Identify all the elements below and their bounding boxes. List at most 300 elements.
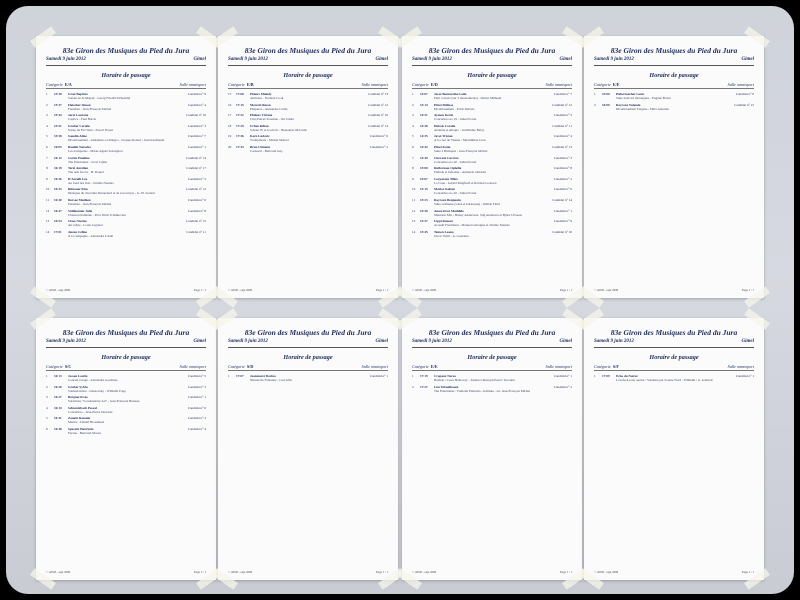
entry-piece: Concertino no 19 - Julien Porret <box>434 117 477 122</box>
category-code: E/E <box>430 364 438 369</box>
entry-time: 14:42 <box>420 144 428 149</box>
schedule-entry <box>46 156 206 164</box>
entry-piece: Carnaval - Bertrand Guy <box>250 148 283 153</box>
entry-time: 15:00 <box>602 92 610 96</box>
schedule-entry <box>46 406 206 414</box>
entry-index: 13 <box>46 219 50 224</box>
tape-strip <box>578 308 604 329</box>
room-label: Salle omnisport <box>179 364 206 369</box>
entry-name: Schmutzbach Pascal <box>68 405 97 410</box>
entry-index: 20 <box>228 144 232 149</box>
entry-piece: Au fond des bois - Jérôme Naulais <box>68 180 114 185</box>
entry-time: 15:58 <box>54 134 62 139</box>
entry-index: 6 <box>46 144 48 149</box>
entry-index: 2 <box>46 102 48 107</box>
entry-index: 12 <box>46 208 50 213</box>
entry-body <box>434 374 542 382</box>
entry-body <box>434 166 542 174</box>
entry-index: 16 <box>228 102 232 107</box>
entry-name: Chevaux Lucrèce <box>434 155 459 160</box>
entry-candidate: Candidat n° 15 <box>186 219 206 224</box>
entry-candidate: Candidat n° 6 <box>369 134 388 139</box>
sheet-place: Gimel <box>559 339 572 344</box>
entry-candidate: Candidat n° 11 <box>552 123 572 128</box>
category-row <box>412 82 572 89</box>
entry-candidate: Candidat n° 4 <box>553 134 572 139</box>
schedule-entry <box>46 187 206 195</box>
entry-time: 17:07 <box>236 374 244 378</box>
entry-candidate: Candidat n° 5 <box>187 374 206 378</box>
entry-candidate: Candidat n° 5 <box>553 113 572 118</box>
entries-list <box>412 92 572 238</box>
schedule-entry <box>46 166 206 174</box>
entry-time: 17:43 <box>236 144 244 149</box>
entry-body <box>616 103 724 111</box>
entry-body <box>250 103 358 111</box>
entry-candidate: Candidat n° 9 <box>553 219 572 224</box>
schedule-entry <box>46 374 206 382</box>
entry-candidate: Candidat n° 6 <box>187 405 206 410</box>
schedule-entry <box>228 374 388 382</box>
entry-candidate: Candidat n° 8 <box>187 208 206 213</box>
entries-list <box>46 374 206 435</box>
tape-strip <box>396 26 422 47</box>
category-label: Catégorie <box>228 82 245 87</box>
sheet-title: 83e Giron des Musiques du Pied du Jura <box>244 328 372 337</box>
schedule-entry <box>46 124 206 132</box>
sheet-title: 83e Giron des Musiques du Pied du Jura <box>428 46 556 55</box>
entry-index: 10 <box>46 187 50 192</box>
entry-piece: Chanson Italienne - Piotr Ilitch Tchaïkovski <box>68 212 126 217</box>
entry-time: 16:41 <box>54 416 62 421</box>
schedule-entry <box>412 230 572 238</box>
category-label: Catégorie <box>594 82 611 87</box>
schedule-entry <box>412 209 572 217</box>
sheet-date: Samedi 9 juin 2012 <box>412 57 452 62</box>
entry-index: 14 <box>46 229 50 234</box>
entry-time: 16:26 <box>54 176 62 181</box>
room-label: Salle omnisport <box>179 82 206 87</box>
entry-time: 17:08 <box>236 92 244 96</box>
category-label: Catégorie <box>594 364 611 369</box>
footer-copyright: © AJMJ - sept 2009 <box>46 570 71 574</box>
tape-strip <box>744 308 770 329</box>
entry-name: Echo du Noirat <box>616 374 638 378</box>
category-row <box>594 364 754 371</box>
entry-body <box>68 92 176 100</box>
footer-page: Page 1 / 1 <box>194 288 206 292</box>
schedule-entry <box>228 103 388 111</box>
entry-index: 2 <box>412 102 414 107</box>
entries-list <box>228 92 388 153</box>
tape-strip <box>212 26 238 47</box>
schedule-entry <box>412 187 572 195</box>
entry-candidate: Candidat n° 1 <box>735 374 754 378</box>
schedule-entry <box>46 416 206 424</box>
entry-piece: Amboise - Norman Cook <box>250 96 284 100</box>
category-code: E/B <box>246 82 254 87</box>
sheet-footer <box>594 570 754 574</box>
sheet-date-row <box>412 339 572 344</box>
tape-strip <box>396 308 422 329</box>
entry-index: 1 <box>594 374 596 378</box>
entry-name: Dorsaz Mathieu <box>68 197 91 202</box>
schedule-entry <box>412 219 572 227</box>
sheet-title: 83e Giron des Musiques du Pied du Jura <box>610 328 738 337</box>
entry-candidate: Candidat n° 1 <box>187 144 206 149</box>
sheet-subtitle: Horaire de passage <box>283 72 333 79</box>
entry-name: Pittet Katia <box>434 144 451 149</box>
footer-page: Page 1 / 1 <box>742 570 754 574</box>
tape-strip <box>744 26 770 47</box>
entry-name: Aymon Kevin <box>434 113 454 118</box>
entry-index: 4 <box>46 405 48 410</box>
entry-candidate: Candidat n° 7 <box>553 92 572 96</box>
entry-time: 17:15 <box>236 102 244 107</box>
entry-time: 16:12 <box>54 155 62 160</box>
sheet-date: Samedi 9 juin 2012 <box>46 339 86 344</box>
entry-time: 15:51 <box>54 123 62 128</box>
entry-name: Claes Nicolas <box>68 219 87 224</box>
entry-candidate: Candidat n° 2 <box>553 384 572 389</box>
schedule-entry <box>412 145 572 153</box>
schedule-sheet <box>218 318 398 580</box>
entry-piece: Scène du Far-West - Pascal Proust <box>68 127 114 132</box>
sheet-footer <box>46 288 206 292</box>
sheet-subtitle: Horaire de passage <box>649 72 699 79</box>
footer-page: Page 1 / 1 <box>376 570 388 574</box>
entry-time: 15:30 <box>54 92 62 96</box>
entry-piece: Air noble - Louis Legrand <box>68 223 103 228</box>
sheet-subtitle: Horaire de passage <box>101 72 151 79</box>
schedule-entry <box>46 145 206 153</box>
entry-piece: Divertissement - Erich Debuss <box>434 106 475 111</box>
footer-page: Page 1 / 1 <box>560 570 572 574</box>
room-label: Salle omnisport <box>545 82 572 87</box>
entry-time: 16:19 <box>54 166 62 171</box>
schedule-entry <box>228 145 388 153</box>
schedule-entry <box>412 177 572 185</box>
schedule-entry <box>228 92 388 100</box>
sheet-place: Gimel <box>375 339 388 344</box>
schedule-entry <box>412 156 572 164</box>
footer-copyright: © AJMJ - sept 2009 <box>594 570 619 574</box>
entry-body <box>68 187 176 195</box>
schedule-entry <box>46 427 206 435</box>
entry-piece: Farana - Bertrand Moren <box>68 430 101 435</box>
entry-time: 15:37 <box>420 219 428 224</box>
entry-piece: Suite ordinaire (valse et burlesque) - Ibidish Field <box>434 201 500 206</box>
entry-body <box>68 113 176 121</box>
entry-name: Gandin Aline <box>68 134 87 139</box>
entry-candidate: Candidat n° 3 <box>187 384 206 389</box>
entry-piece: Fantaisie - Jean-François Michel <box>68 106 112 111</box>
divider <box>46 347 206 348</box>
entry-name: Dubois Coralie <box>434 123 456 128</box>
category-code: S/F <box>612 364 619 369</box>
schedule-entry <box>228 124 388 132</box>
entry-index: 11 <box>412 197 416 202</box>
category-code: S/C <box>64 364 72 369</box>
schedule-entry <box>46 230 206 238</box>
entry-name: Gruber Coralie <box>68 123 90 128</box>
divider <box>228 347 388 348</box>
entry-candidate: Candidat n° 14 <box>552 197 572 202</box>
entry-name: Terzi Aurelien <box>68 166 89 171</box>
entry-index: 6 <box>412 144 414 149</box>
schedule-sheet <box>36 36 216 298</box>
entry-index: 9 <box>412 176 414 181</box>
sheet-footer <box>412 288 572 292</box>
schedule-entry <box>46 198 206 206</box>
sheet-subtitle: Horaire de passage <box>101 354 151 361</box>
schedule-entry <box>412 103 572 111</box>
footer-page: Page 1 / 1 <box>376 288 388 292</box>
entry-body <box>434 103 542 111</box>
sheet-place: Gimel <box>375 57 388 62</box>
entry-index: 15 <box>228 92 232 96</box>
sheet-date: Samedi 9 juin 2012 <box>594 57 634 62</box>
schedule-entry <box>46 395 206 403</box>
category-label-wrap <box>412 364 438 369</box>
entry-body <box>434 145 542 153</box>
entry-candidate: Candidat n° 2 <box>187 416 206 421</box>
entry-name: Rayroux Benjamin <box>434 197 461 202</box>
entry-time: 15:45 <box>420 229 428 234</box>
entry-candidate: Candidat n° 1 <box>553 374 572 378</box>
entry-body <box>250 124 358 132</box>
category-label: Catégorie <box>46 364 63 369</box>
entry-body <box>434 113 542 121</box>
entry-index: 11 <box>46 197 50 202</box>
sheet-place: Gimel <box>193 339 206 344</box>
entry-piece: Oscar Vasili - A. Gonzales <box>434 233 469 238</box>
schedule-sheet <box>36 318 216 580</box>
schedule-entry <box>46 219 206 227</box>
entry-index: 6 <box>46 426 48 431</box>
entry-candidate: Candidat n° 16 <box>368 113 388 118</box>
entry-piece: The Ash Grove - H. Round <box>68 170 104 175</box>
entry-time: 15:07 <box>420 176 428 181</box>
entry-piece: A la cour de Vienne - Maximilian Jaros <box>434 138 486 143</box>
sheet-footer <box>46 570 206 574</box>
sheet-date-row <box>46 57 206 62</box>
entry-name: Javet Tristan <box>434 134 453 139</box>
entry-name: D'Aurelli Lea <box>68 176 88 181</box>
tape-strip <box>212 308 238 329</box>
entry-time: 14:35 <box>420 134 428 139</box>
entry-piece: À la campagne - Alexandre Carlin <box>68 233 114 238</box>
entry-piece: Suite à Budapest - Jean-François Michel <box>434 148 488 153</box>
schedule-entry <box>412 166 572 174</box>
schedule-entry <box>228 134 388 142</box>
entry-index: 18 <box>228 123 232 128</box>
schedule-entry <box>412 385 572 393</box>
entry-index: 5 <box>46 416 48 421</box>
category-label-wrap <box>594 364 619 369</box>
footer-copyright: © AJMJ - sept 2009 <box>46 288 71 292</box>
entry-piece: Suite dans les montagnes - Eugène Bozza <box>616 96 671 100</box>
entry-body <box>434 92 542 100</box>
entry-piece: Mannion Mio - Benny Andersson, Stig Anderson et Björn Ulvaeus <box>434 212 522 217</box>
footer-copyright: © AJMJ - sept 2009 <box>412 288 437 292</box>
entry-body <box>616 374 724 382</box>
entry-index: 3 <box>412 113 414 118</box>
entry-name: Teuton Loana <box>434 229 454 234</box>
divider <box>46 65 206 66</box>
divider <box>594 347 754 348</box>
entry-candidate: Candidat n° 10 <box>186 113 206 118</box>
sheet-date: Samedi 9 juin 2012 <box>412 339 452 344</box>
entry-name: Rüttener Kim <box>68 187 88 192</box>
entry-index: 3 <box>46 113 48 118</box>
divider <box>412 65 572 66</box>
entry-name: Pittet Mélissa <box>434 102 454 107</box>
entry-candidate: Candidat n° 1 <box>369 374 388 378</box>
sheet-title: 83e Giron des Musiques du Pied du Jura <box>428 328 556 337</box>
entry-index: 9 <box>46 176 48 181</box>
footer-copyright: © AJMJ - sept 2009 <box>412 570 437 574</box>
entry-piece: Trompinette - Michel Maurer <box>250 138 289 143</box>
sheet-subtitle: Horaire de passage <box>283 354 333 361</box>
entry-time: 17:22 <box>236 113 244 118</box>
sheet-date: Samedi 9 juin 2012 <box>228 57 268 62</box>
entry-candidate: Candidat n° 12 <box>186 187 206 192</box>
schedule-entry <box>46 92 206 100</box>
entry-index: 5 <box>412 134 414 139</box>
entry-candidate: Candidat n° 4 <box>187 102 206 107</box>
entry-piece: Sonate en fa Majeur - Georg Friedrich Haendel <box>68 96 131 100</box>
entry-time: 15:15 <box>420 187 428 192</box>
entry-time: 16:05 <box>54 144 62 149</box>
schedule-entry <box>46 177 206 185</box>
schedule-entry <box>412 113 572 121</box>
category-code: S/D <box>246 364 254 369</box>
entry-body <box>434 209 542 217</box>
entry-body <box>434 230 542 238</box>
entry-body <box>68 156 176 164</box>
entry-name: Luu Teboulhasen <box>434 384 459 389</box>
sheet-footer <box>412 570 572 574</box>
entry-time: 17:27 <box>420 384 428 389</box>
entry-candidate: Candidat n° 12 <box>368 102 388 107</box>
footer-copyright: © AJMJ - sept 2009 <box>228 570 253 574</box>
entry-body <box>616 92 724 100</box>
entry-name: Zanetti Romain <box>68 416 91 421</box>
tape-strip <box>30 308 56 329</box>
entry-piece: Cinq Pièces Sonatine - Jist Jaillet <box>250 117 294 122</box>
entry-body <box>250 374 358 382</box>
entry-name: Gruber Sylvie <box>68 384 88 389</box>
category-label: Catégorie <box>46 82 63 87</box>
entry-body <box>68 219 176 227</box>
entry-body <box>68 198 176 206</box>
entry-index: 14 <box>412 229 416 234</box>
sheet-date: Samedi 9 juin 2012 <box>228 339 268 344</box>
entry-index: 12 <box>412 208 416 213</box>
entry-name: Philoux Viviane <box>250 113 273 118</box>
entry-piece: Fantaisie - Jean-François Michel <box>68 201 112 206</box>
entry-body <box>68 134 176 142</box>
entry-name: Corpataux Tilfet <box>434 176 458 181</box>
entry-time: 14:21 <box>420 113 428 118</box>
schedule-entry <box>412 92 572 100</box>
schedule-sheet <box>402 36 582 298</box>
entry-index: 1 <box>46 374 48 378</box>
entry-candidate: Candidat n° 1 <box>187 395 206 400</box>
sheet-place: Gimel <box>193 57 206 62</box>
entry-candidate: Candidat n° 14 <box>186 155 206 160</box>
entry-body <box>68 166 176 174</box>
schedule-entry <box>594 92 754 100</box>
wall-photo <box>6 6 794 594</box>
entry-piece: Divertissement - Andantino et Allegro - Jacques Robert / Jean Kaufmann <box>68 138 165 143</box>
category-row <box>46 82 206 89</box>
entry-name: Pidoux Maludy <box>250 92 272 96</box>
entry-piece: The Entertainer - Scott Joplin <box>68 159 108 164</box>
entry-name: Bergnard Léo <box>68 395 88 400</box>
entry-index: 7 <box>412 155 414 160</box>
entry-candidate: Candidat n° 14 <box>368 123 388 128</box>
entry-name: Cornu Emeline <box>68 155 90 160</box>
entry-candidate: Candidat n° 6 <box>553 187 572 192</box>
entry-piece: Petit concert (sur 3 mouvements) - Darius Milhaud <box>434 96 502 100</box>
entry-name: Baudin Natacha <box>68 144 91 149</box>
sheet-date-row <box>228 57 388 62</box>
schedule-entry <box>46 113 206 121</box>
category-label: Catégorie <box>412 364 429 369</box>
entry-candidate: Candidat n° 10 <box>552 229 572 234</box>
category-row <box>46 364 206 371</box>
schedule-entry <box>46 209 206 217</box>
entry-time: 15:23 <box>420 197 428 202</box>
entry-candidate: Candidat n° 8 <box>553 166 572 171</box>
entry-candidate: Candidat n° 6 <box>187 197 206 202</box>
entry-candidate: Candidat n° 12 <box>552 102 572 107</box>
sheet-place: Gimel <box>741 339 754 344</box>
schedule-sheet <box>402 318 582 580</box>
entry-name: Rufferteau Ophélie <box>434 166 462 171</box>
entry-body <box>434 134 542 142</box>
entry-piece: Concertino - Jean-Pierre Glissade <box>68 409 113 414</box>
entry-candidate: Candidat n° 9 <box>187 92 206 96</box>
entry-piece: Concertino no 20 - Julien Porret <box>434 159 477 164</box>
category-code: E/E <box>612 82 620 87</box>
footer-page: Page 1 / 1 <box>560 288 572 292</box>
entry-name: Amez-Droz Mathilde <box>434 208 464 213</box>
entry-index: 5 <box>46 134 48 139</box>
entry-candidate: Candidat n° 6 <box>735 92 754 96</box>
entry-body <box>68 177 176 185</box>
entry-name: Brun Clément <box>250 144 271 149</box>
entry-name: Jaret Laurane <box>68 113 89 118</box>
entry-piece: Concertino no 20 - Julien Porret <box>434 191 477 196</box>
schedule-sheet <box>584 36 764 298</box>
entry-candidate: Candidat n° 2 <box>369 144 388 149</box>
entry-index: 17 <box>228 113 232 118</box>
entries-list <box>46 92 206 238</box>
entry-name: Rayroux Yolanda <box>616 102 641 107</box>
entry-body <box>68 374 176 382</box>
entry-piece: Elégance - Alexandre Carlin <box>250 106 288 111</box>
entry-time: 16:54 <box>54 219 62 224</box>
entry-piece: Souleidoscher - Ouasovsky - Wilhelm Popp <box>68 388 126 393</box>
tape-strip <box>578 26 604 47</box>
entry-piece: Nürnaiche Fantaisie - Carl Alba <box>250 378 292 382</box>
entry-candidate: Candidat n° 13 <box>368 92 388 96</box>
entry-body <box>434 187 542 195</box>
entry-name: Anzon Céline <box>68 229 87 234</box>
